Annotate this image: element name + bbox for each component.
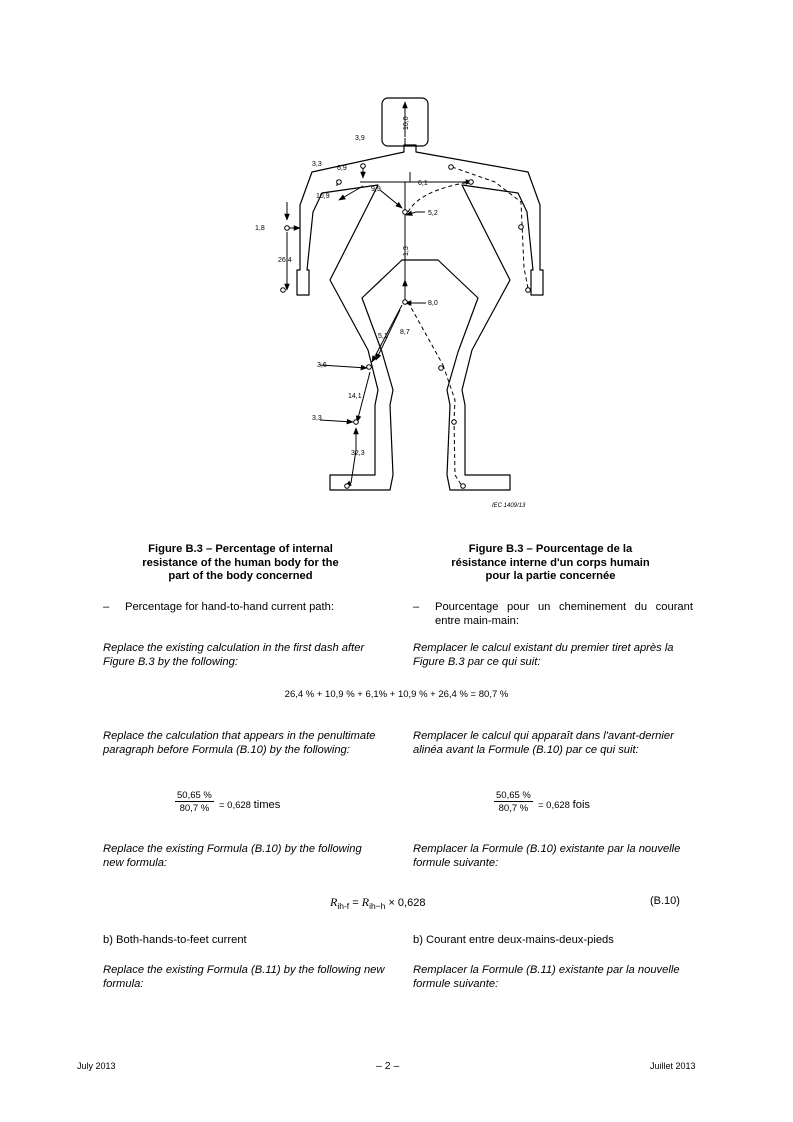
label-thigh-diag2: 8,7 xyxy=(400,329,410,336)
label-shoulder-outer: 3,3 xyxy=(312,161,322,168)
instruction-b10-en: Replace the existing Formula (B.10) by the following new formula: xyxy=(103,843,362,869)
item-b-fr: b) Courant entre deux-mains-deux-pieds xyxy=(413,934,614,946)
page-number: – 2 – xyxy=(376,1060,400,1072)
fraction-denominator: 80,7 % xyxy=(179,803,210,814)
fraction-fr xyxy=(494,790,533,814)
human-body-resistance-figure xyxy=(240,90,560,520)
formula-b10-number: (B.10) xyxy=(650,895,680,907)
fraction-numerator: 50,65 % xyxy=(496,790,531,801)
label-chest-diag: 9,9 xyxy=(371,186,381,193)
dash-item-fr xyxy=(413,601,693,631)
dash-marker: – xyxy=(413,601,420,613)
body-outline xyxy=(297,145,543,490)
label-chest-horiz: 6,1 xyxy=(418,180,428,187)
instruction-penultimate-en: Replace the calculation that appears in the penultimate paragraph before Formula (B.10) by the following: xyxy=(103,730,376,756)
fraction-denominator: 80,7 % xyxy=(498,803,529,814)
label-forearm: 26,4 xyxy=(278,257,292,264)
label-lower-leg-upper: 14,1 xyxy=(348,393,362,400)
dash-marker: – xyxy=(103,601,110,613)
instruction-penultimate-fr: Remplacer le calcul qui apparaît dans l'avant-dernier alinéa avant la Formule (B.10) par ce qui suit: xyxy=(413,730,674,756)
footer-date-en: July 2013 xyxy=(77,1061,116,1071)
unit-times: times xyxy=(253,799,281,811)
label-wrist: 1,8 xyxy=(255,225,265,232)
figure-caption-fr: Figure B.3 – Pourcentage de la résistance interne d'un corps humain pour la partie concernée xyxy=(451,543,650,582)
label-shoulder-inner: 6,9 xyxy=(337,165,347,172)
iec-reference: IEC 1409/13 xyxy=(492,503,526,509)
label-trunk: 1,3 xyxy=(403,246,410,256)
label-pelvis: 8,0 xyxy=(428,300,438,307)
label-ankle: 3,3 xyxy=(312,415,322,422)
label-upper-arm: 10,9 xyxy=(316,193,330,200)
fraction-result-en: = 0,628 times xyxy=(219,799,281,811)
fraction-numerator: 50,65 % xyxy=(177,790,212,801)
label-neck: 3,9 xyxy=(355,135,365,142)
label-lower-leg: 32,3 xyxy=(351,450,365,457)
instruction-b10-fr: Remplacer la Formule (B.10) existante par la nouvelle formule suivante: xyxy=(413,843,681,869)
unit-fois: fois xyxy=(572,799,591,811)
dash-item-en xyxy=(103,601,378,631)
instruction-b11-fr: Remplacer la Formule (B.11) existante par la nouvelle formule suivante: xyxy=(413,964,680,990)
instruction-first-dash-fr: Remplacer le calcul existant du premier tiret après la Figure B.3 par ce qui suit: xyxy=(413,642,674,668)
label-head: 10,0 xyxy=(403,116,410,130)
label-thigh-diag: 5,1 xyxy=(378,333,388,340)
label-chest-right: 5,2 xyxy=(428,210,438,217)
item-b-en: b) Both-hands-to-feet current xyxy=(103,934,247,946)
label-knee: 3,6 xyxy=(317,362,327,369)
dash-text-fr: Pourcentage pour un cheminement du courant entre main-main: xyxy=(435,601,693,627)
instruction-b11-en: Replace the existing Formula (B.11) by the following new formula: xyxy=(103,964,385,990)
sum-equation: 26,4 % + 10,9 % + 6,1% + 10,9 % + 26,4 % = 80,7 % xyxy=(284,689,509,700)
figure-caption-en: Figure B.3 – Percentage of internal resistance of the human body for the part of the body concerned xyxy=(142,543,339,582)
footer-date-fr: Juillet 2013 xyxy=(650,1061,696,1071)
dash-text-en: Percentage for hand-to-hand current path: xyxy=(125,601,334,613)
instruction-first-dash-en: Replace the existing calculation in the first dash after Figure B.3 by the following: xyxy=(103,642,365,668)
fraction-result-fr: = 0,628 fois xyxy=(538,799,591,811)
formula-b10: $R_{ih-f} = R_{ih-h} \times 0,628$ xyxy=(330,895,426,912)
fraction-en xyxy=(175,790,214,814)
